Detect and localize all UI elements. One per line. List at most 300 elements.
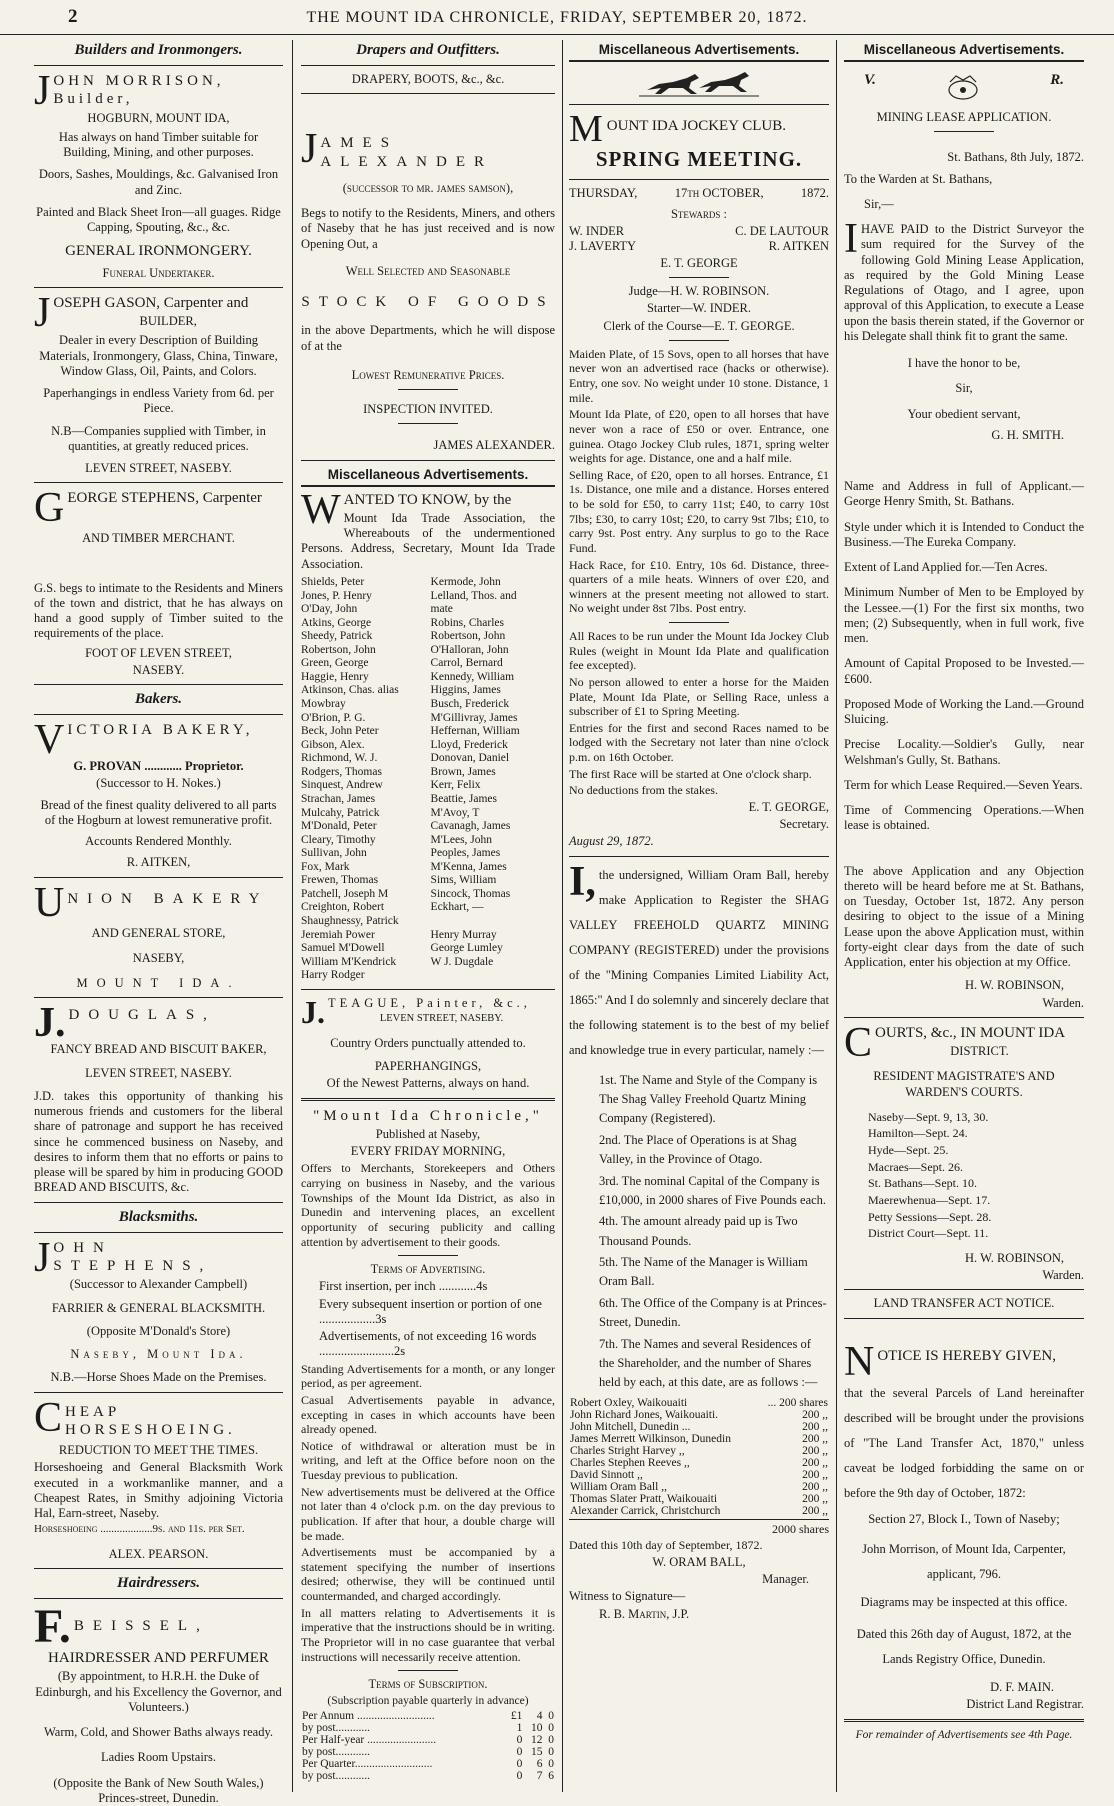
divider — [34, 997, 283, 998]
table-cell: 0 — [516, 1758, 523, 1771]
missing-person-name: M'Gillivray, James — [430, 711, 518, 724]
table-cell: Per Annum ........................... — [302, 1710, 435, 1723]
shareholders-table — [569, 1397, 829, 1517]
subscription-table — [301, 1710, 555, 1782]
ad-text: DISTRICT. — [950, 1044, 1009, 1059]
missing-person-name: Shields, Peter — [301, 575, 365, 588]
drop-cap: C — [844, 1019, 873, 1066]
meeting-date: 17th OCTOBER, — [674, 185, 764, 200]
ad-text: Precise Locality.—Soldier's Gully, near Welshman's Gully, St. Bathans. — [844, 737, 1084, 767]
ad-douglas — [34, 1000, 283, 1195]
shareholder-row — [569, 1469, 829, 1481]
table-cell: 6 — [536, 1758, 543, 1771]
missing-person-name: Cleary, Timothy — [301, 833, 376, 846]
ad-text: Warm, Cold, and Shower Baths always ready. — [43, 1725, 274, 1740]
ad-text: Of the Newest Patterns, always on hand. — [326, 1076, 530, 1091]
ad-text: LEVEN STREET, NASEBY. — [85, 1065, 232, 1080]
missing-person-name: Robertson, John — [430, 630, 506, 643]
section-heading-misc: Miscellaneous Advertisements. — [844, 42, 1084, 62]
ad-text: Mount Ida Trade Association, the Whereabouts of the undermentioned Persons. Address, Secretary, Mount Ida Trade Association. — [301, 510, 555, 571]
missing-person-name: O'Day, John — [301, 603, 358, 616]
ad-text: Horseshoeing and General Blacksmith Work executed in a workmanlike manner, and a Cheapest Rates, in Smithy adjoining Victoria Hal, Earn-street, Naseby. — [34, 1460, 283, 1521]
steward-name: J. LAVERTY — [569, 238, 637, 253]
ad-text: Offers to Merchants, Storekeepers and Others carrying on business in Naseby, and the various Townships of the Mount Ida District, as also in Dunedin and intervening places, an excellent opportunity of securing publicity and calling attention by advertisement to their goods. — [301, 1161, 555, 1249]
missing-person-name: M'Donald, Peter — [301, 820, 377, 833]
drop-cap: J — [301, 126, 318, 173]
missing-person-name: Atkins, George — [301, 616, 372, 629]
missing-person-name: Robertson, John — [301, 643, 376, 656]
missing-person-name: Mulcahy, Patrick — [301, 806, 380, 819]
table-cell: 0 — [548, 1746, 554, 1759]
divider — [301, 989, 555, 990]
table-cell: 15 — [530, 1746, 543, 1759]
missing-person-name: Fox, Mark — [301, 860, 350, 873]
royal-crest-icon — [938, 72, 988, 102]
ad-text: Horseshoeing ...................9s. and 11s. per Set. — [34, 1523, 245, 1536]
ad-name: OUNT IDA JOCKEY CLUB. — [606, 118, 786, 134]
ad-text: Name and Address in full of Applicant.—George Henry Smith, St. Bathans. — [844, 479, 1084, 509]
missing-person-name: Sheedy, Patrick — [301, 630, 373, 643]
table-cell: 10 — [530, 1722, 543, 1735]
divider — [34, 1202, 283, 1203]
ad-text: (Subscription payable quarterly in advance) — [327, 1695, 529, 1708]
ad-beissel — [34, 1600, 283, 1806]
missing-person-name: Sincock, Thomas — [430, 887, 511, 900]
ad-signature: W. ORAM BALL, — [652, 1554, 746, 1569]
ad-text: Notice of withdrawal or alteration must be in writing, and left at the Office before noon on the Tuesday previous to publication. — [301, 1438, 555, 1483]
shareholder-row — [569, 1397, 829, 1409]
ad-text: New advertisements must be delivered at the Office not later than 4 o'clock p.m. on the day previous to publication. If after that hour, a double charge will be made. — [301, 1484, 555, 1543]
court-dates-list — [844, 1110, 1084, 1241]
missing-person-name: Heffernan, William — [430, 725, 520, 738]
cipher-letter: R. — [1050, 72, 1064, 88]
subscription-row — [301, 1770, 555, 1782]
ad-text: To the Warden at St. Bathans, — [844, 171, 993, 186]
ad-text: Lowest Remunerative Prices. — [351, 367, 505, 382]
ad-text: Sir,— — [864, 196, 894, 211]
divider — [398, 423, 458, 424]
ad-text: Sir, — [955, 381, 973, 396]
shareholder-row — [569, 1433, 829, 1445]
divider — [844, 1017, 1084, 1018]
divider — [301, 65, 555, 66]
newspaper-title: THE MOUNT IDA CHRONICLE, FRIDAY, SEPTEMBER 20, 1872. — [306, 9, 808, 26]
missing-person-name: Beck, John Peter — [301, 725, 379, 738]
ad-text: Well Selected and Seasonable — [345, 263, 511, 278]
table-cell: Per Quarter........................... — [302, 1758, 433, 1771]
ad-text: FOOT OF LEVEN STREET, — [85, 645, 232, 660]
missing-person-name: Beattie, James — [430, 792, 497, 805]
ad-text: AND TIMBER MERCHANT. — [82, 531, 235, 546]
court-date: Petty Sessions—Sept. 28. — [868, 1209, 992, 1224]
statement-item: 4th. The amount already paid up is Two Thousand Pounds. — [599, 1214, 798, 1248]
divider — [301, 460, 555, 461]
table-cell: 0 — [548, 1710, 554, 1723]
missing-person-name: M'Lees, John — [430, 833, 493, 846]
cipher-letter: V. — [864, 72, 876, 88]
table-cell: 7 — [536, 1770, 543, 1783]
table-cell: by post............ — [302, 1746, 371, 1759]
names-list-right — [431, 576, 555, 983]
ad-text: Time of Commencing Operations.—When lease is obtained. — [844, 803, 1084, 833]
table-cell: ... 200 shares — [767, 1396, 828, 1409]
ad-union-bakery — [34, 879, 283, 992]
shareholder-row — [569, 1505, 829, 1517]
ad-text: Doors, Sashes, Mouldings, &c. Galvanised Iron and Zinc. — [38, 167, 279, 197]
royal-cipher — [844, 66, 1084, 102]
ad-text: in the above Departments, which he will dispose of at the — [301, 323, 555, 353]
ad-text: Style under which it is Intended to Conduct the Business.—The Eureka Company. — [844, 519, 1084, 549]
ad-text: Accounts Rendered Monthly. — [85, 834, 232, 849]
ad-text: J.D. takes this opportunity of thanking his numerous friends and customers for the liberal share of patronage and support he has received since he commenced business on Naseby, and desires to inform them that no efforts or pains to please will be spared by him in producing GOOD BREAD AND BISCUITS, &c. — [34, 1088, 283, 1195]
subscription-row — [301, 1734, 555, 1746]
table-cell: 200 ,, — [802, 1492, 828, 1505]
missing-person-name: Gibson, Alex. — [301, 738, 365, 751]
ad-text: FARRIER & GENERAL BLACKSMITH. — [51, 1300, 266, 1315]
table-cell: 200 ,, — [802, 1408, 828, 1421]
ad-text: Standing Advertisements for a month, or any longer period, as per agreement. — [301, 1361, 555, 1391]
missing-person-name: George Lumley — [430, 942, 503, 955]
ad-teague — [301, 993, 555, 1092]
missing-person-name: Atkinson, Chas. alias — [301, 684, 399, 697]
divider — [569, 104, 829, 105]
ad-text: Extent of Land Applied for.—Ten Acres. — [844, 560, 1048, 574]
table-cell: 0 — [548, 1758, 554, 1771]
drop-cap: C — [34, 1394, 63, 1441]
ad-name: TEAGUE, Painter, &c., — [328, 995, 531, 1010]
missing-person-name: Donovan, Daniel — [430, 752, 510, 765]
ad-signature: Manager. — [762, 1572, 809, 1587]
ad-james-alexander — [301, 126, 555, 453]
divider — [34, 714, 283, 715]
table-cell: 4 — [536, 1710, 543, 1723]
drop-cap: I, — [569, 858, 596, 905]
missing-person-name: Henry Murray — [430, 928, 497, 941]
ad-name: HEAP HORSESHOEING. — [65, 1403, 236, 1438]
ad-name: OHN STEPHENS, — [53, 1239, 213, 1274]
table-cell: 200 ,, — [802, 1444, 828, 1457]
table-cell: Thomas Slater Pratt, Waikouaiti — [570, 1492, 718, 1505]
ad-signature: D. F. MAIN. — [990, 1680, 1054, 1695]
drop-cap: J — [34, 1234, 51, 1281]
ad-text: Paperhangings in endless Variety from 6d. per Piece. — [43, 386, 274, 416]
ad-signature: H. W. ROBINSON, — [965, 978, 1064, 993]
table-cell: Alexander Carrick, Christchurch — [570, 1504, 721, 1517]
ad-signature: Secretary. — [779, 817, 829, 832]
divider — [34, 1598, 283, 1599]
ad-george-stephens — [34, 485, 283, 678]
drop-cap: J. — [34, 1000, 66, 1047]
ad-text: N.B.—Horse Shoes Made on the Premises. — [50, 1370, 267, 1385]
ad-text: Diagrams may be inspected at this office. — [860, 1594, 1068, 1609]
divider — [569, 179, 829, 180]
missing-person-name: Peoples, James — [430, 847, 501, 860]
court-date: Naseby—Sept. 9, 13, 30. — [868, 1109, 989, 1124]
ad-text: Bread of the finest quality delivered to all parts of the Hogburn at lowest remunerative profit. — [40, 797, 277, 827]
meeting-day: THURSDAY, — [569, 185, 638, 200]
continued-note: For remainder of Advertisements see 4th Page. — [855, 1728, 1073, 1741]
ad-signature: District Land Registrar. — [966, 1697, 1084, 1712]
ad-text: Entries for the first and second Races named to be lodged with the Secretary not later than nine o'clock p.m. on 16th October. — [569, 720, 829, 765]
ad-text: Dealer in every Description of Building Materials, Ironmongery, Glass, China, Tinware, Window Glass, Oil, Paints, and Colors. — [39, 333, 278, 378]
drop-cap: I — [844, 216, 858, 262]
ad-text: Has always on hand Timber suitable for Building, Mining, and other purposes. — [58, 129, 259, 160]
missing-person-name: Harry Rodger — [301, 969, 365, 982]
missing-person-name: Cavanagh, James — [430, 820, 511, 833]
divider — [34, 1568, 283, 1569]
ad-text: John Morrison, of Mount Ida, Carpenter, applicant, 796. — [862, 1541, 1066, 1581]
ad-jockey-club — [569, 108, 829, 850]
ad-text: Advertisements, of not exceeding 16 words ........................2s — [319, 1329, 537, 1359]
subscription-row — [301, 1746, 555, 1758]
divider — [844, 1318, 1084, 1319]
missing-person-name: Haggie, Henry — [301, 670, 369, 683]
ad-text: (Successor to Alexander Campbell) — [69, 1277, 248, 1292]
subscription-row — [301, 1722, 555, 1734]
section-heading-builders: Builders and Ironmongers. — [74, 42, 243, 58]
ad-text: Minimum Number of Men to be Employed by the Lessee.—(1) For the first six months, two men; (2) Subsequently, when in full work, five men. — [844, 585, 1084, 645]
column-4 — [840, 40, 1088, 1792]
ad-text: Naseby, Mount Ida. — [70, 1347, 247, 1362]
meeting-year: 1872. — [800, 185, 829, 200]
divider — [34, 482, 283, 483]
ad-text: DRAPERY, BOOTS, &c., &c. — [351, 72, 505, 86]
statement-item: 2nd. The Place of Operations is at Shag Valley, in the Province of Otago. — [599, 1132, 797, 1167]
ad-text: LEVEN STREET, NASEBY. — [379, 1013, 504, 1025]
section-heading-misc: Miscellaneous Advertisements. — [301, 467, 555, 487]
ad-text: Terms of Subscription. — [368, 1677, 488, 1692]
subscription-row — [301, 1758, 555, 1770]
section-heading-bakers: Bakers. — [134, 691, 183, 708]
ad-text: EVERY FRIDAY MORNING, — [350, 1144, 506, 1159]
ad-title: SPRING MEETING. — [595, 147, 803, 171]
missing-person-name: Busch, Frederick — [430, 698, 510, 710]
ad-text: Painted and Black Sheet Iron—all guages. Ridge Capping, Spouting, &c., &c. — [36, 204, 281, 235]
ad-signature: G. H. SMITH. — [991, 427, 1064, 442]
shareholder-row — [569, 1445, 829, 1457]
drop-cap: J. — [301, 993, 325, 1030]
ad-text: REDUCTION TO MEET THE TIMES. — [58, 1443, 259, 1458]
ad-text: Amount of Capital Proposed to be Invested.—£600. — [844, 656, 1084, 686]
court-date: District Court—Sept. 11. — [868, 1226, 989, 1241]
missing-person-name: Lloyd, Frederick — [430, 738, 508, 751]
ad-chronicle — [301, 1107, 555, 1783]
ad-text: N.B—Companies supplied with Timber, in quantities, at greatly reduced prices. — [51, 423, 266, 453]
ad-text: (Opposite the Bank of New South Wales,) Princes-street, Dunedin. — [53, 1775, 264, 1805]
steward-name: R. AITKEN — [768, 238, 829, 253]
court-date: Hamilton—Sept. 24. — [868, 1126, 968, 1141]
table-cell: by post............ — [302, 1722, 371, 1735]
ad-text: The above Application and any Objection thereto will be heard before me at St. Bathans, on Tuesday, October 1st, 1872. Any person desiring to object to the issue of a Mining Lease upon the above Application must, within forty-eight clear days from the date of such Application, enter his objection at my Office. — [844, 863, 1084, 969]
ad-text: Published at Naseby, — [375, 1126, 481, 1141]
table-cell: by post............ — [302, 1770, 371, 1783]
ad-name: ANTED TO KNOW, by the — [343, 491, 512, 508]
drop-cap: W — [301, 486, 341, 533]
missing-person-name: Sinquest, Andrew — [301, 779, 383, 792]
missing-person-name: Mowbray — [301, 698, 346, 710]
subscription-row — [301, 1710, 555, 1722]
divider — [34, 65, 283, 66]
ad-text: LEVEN STREET, NASEBY. — [85, 461, 232, 476]
missing-person-name: Shaughnessy, Patrick — [301, 915, 399, 927]
shares-total: 2000 shares — [569, 1519, 829, 1537]
table-cell: John Richard Jones, Waikouaiti. — [570, 1408, 719, 1421]
section-heading-blacksmiths: Blacksmiths. — [118, 1208, 199, 1225]
ad-signature: E. T. GEORGE, — [748, 799, 829, 814]
divider — [34, 1232, 283, 1233]
table-cell: 1 — [516, 1722, 523, 1735]
drop-cap: M — [569, 108, 603, 150]
table-cell: 200 ,, — [802, 1504, 828, 1517]
ad-text: Section 27, Block I., Town of Naseby; — [868, 1511, 1060, 1526]
ad-gason — [34, 289, 283, 477]
ad-text: Dated this 26th day of August, 1872, at the Lands Registry Office, Dunedin. — [856, 1627, 1072, 1667]
missing-person-name: Strachan, James — [301, 792, 376, 805]
ad-text: NASEBY, — [132, 950, 185, 965]
missing-person-name: mate — [430, 603, 453, 616]
divider — [301, 1098, 555, 1101]
ad-text: INSPECTION INVITED. — [363, 402, 493, 417]
missing-person-name: Green, George — [301, 657, 369, 670]
missing-person-name: Jones, P. Henry — [301, 589, 372, 602]
divider — [398, 389, 458, 390]
missing-person-name: Rodgers, Thomas — [301, 765, 382, 778]
ad-text: (Opposite M'Donald's Store) — [86, 1323, 231, 1338]
ad-text: STOCK OF GOODS — [301, 294, 555, 311]
missing-person-name: Samuel M'Dowell — [301, 942, 385, 955]
divider — [669, 277, 729, 278]
missing-person-name: Creighton, Robert — [301, 901, 385, 914]
divider — [34, 287, 283, 288]
missing-person-name: Richmond, W. J. — [301, 752, 378, 765]
section-heading-misc: Miscellaneous Advertisements. — [569, 42, 829, 62]
statement-item: 5th. The Name of the Manager is William Oram Ball. — [599, 1255, 808, 1289]
section-heading-hairdressers: Hairdressers. — [117, 1575, 200, 1592]
ad-name: AMES ALEXANDER — [320, 135, 494, 170]
column-rule — [836, 40, 837, 1792]
drop-cap: F. — [34, 1600, 71, 1654]
ad-text: FANCY BREAD AND BISCUIT BAKER, — [50, 1042, 267, 1057]
missing-person-name: Brown, James — [430, 765, 496, 778]
ad-text: ALEX. PEARSON. — [108, 1546, 209, 1561]
ad-text: (Successor to H. Nokes.) — [96, 776, 221, 791]
table-cell: 0 — [516, 1770, 523, 1783]
ad-text: Terms of Advertising. — [370, 1262, 486, 1277]
ad-morrison — [34, 68, 283, 281]
missing-person-name: Higgins, James — [430, 684, 501, 697]
steward-name: C. DE LAUTOUR — [735, 223, 829, 238]
missing-person-name: M'Kenna, James — [430, 860, 507, 873]
table-cell: William Oram Ball ,, — [570, 1480, 667, 1493]
ad-text: Advertisements must be accompanied by a statement specifying the number of insertions desired; otherwise, they will be continued until countermanded, and charged accordingly. — [301, 1545, 555, 1604]
divider — [569, 856, 829, 857]
column-3 — [565, 40, 833, 1792]
ad-text: All Races to be run under the Mount Ida Jockey Club Rules (weight in Mount Ida Plate and qualification fee excepted). — [569, 629, 829, 673]
table-cell: 200 ,, — [802, 1480, 828, 1493]
ad-text: Casual Advertisements payable in advance, excepting in cases in which accounts have been already opened. — [301, 1392, 555, 1437]
drop-cap: V — [34, 717, 65, 764]
table-cell: 12 — [530, 1734, 543, 1747]
ad-title: MINING LEASE APPLICATION. — [876, 110, 1052, 124]
missing-person-name: Kermode, John — [430, 575, 501, 588]
ad-signature: Warden. — [1042, 1268, 1084, 1283]
ad-text: PAPERHANGINGS, — [374, 1059, 482, 1074]
divider — [669, 340, 729, 341]
names-list-left — [301, 576, 425, 983]
table-cell: 0 — [548, 1734, 554, 1747]
divider — [844, 1719, 1084, 1722]
ad-text: No person allowed to enter a horse for the Maiden Plate, Mount Ida Plate, or Selling Race, unless a subscriber of £1 to Spring Meeting. — [569, 674, 829, 719]
race-text: Hack Race, for £10. Entry, 10s 6d. Distance, three-quarters of a mile heats. Winners of over £20, and winners at the present meeting not allowed to start. No weight under 8st 7lbs. Post entry. — [569, 557, 829, 616]
ad-signature: Warden. — [1042, 995, 1084, 1010]
ad-name: OHN MORRISON, Builder, — [53, 73, 225, 108]
ad-name: DOUGLAS, — [68, 1007, 216, 1024]
ad-name: EORGE STEPHENS, Carpenter — [67, 490, 262, 507]
ad-text: Starter—W. INDER. — [646, 301, 752, 316]
ad-text: Judge—H. W. ROBINSON. — [628, 284, 770, 299]
ad-address: HOGBURN, MOUNT IDA, — [87, 110, 230, 125]
ad-cheap-horseshoeing — [34, 1394, 283, 1563]
table-cell: £1 — [510, 1710, 523, 1723]
ad-title: LAND TRANSFER ACT NOTICE. — [873, 1296, 1055, 1311]
ad-text: Clerk of the Course—E. T. GEORGE. — [603, 318, 795, 333]
statement-item: 1st. The Name and Style of the Company is The Shag Valley Freehold Quartz Mining Company (Registered). — [599, 1072, 818, 1126]
shareholder-row — [569, 1457, 829, 1469]
statement-item: 6th. The Office of the Company is at Princes-Street, Dunedin. — [599, 1295, 827, 1330]
ad-text: No deductions from the stakes. — [569, 783, 718, 798]
ad-text: Proposed Mode of Working the Land.—Ground Sluicing. — [844, 696, 1084, 726]
ad-text: Witness to Signature— — [569, 1589, 686, 1604]
ad-date: August 29, 1872. — [569, 834, 654, 849]
ad-text: JAMES ALEXANDER. — [433, 438, 555, 453]
missing-person-name: Eckhart, — — [430, 901, 484, 914]
table-cell: Charles Stright Harvey ,, — [570, 1444, 685, 1457]
missing-person-name: W J. Dugdale — [430, 955, 494, 968]
missing-person-name: O'Brion, P. G. — [301, 711, 366, 724]
missing-person-name: O'Halloran, John — [430, 643, 509, 656]
table-cell: 200 ,, — [802, 1432, 828, 1445]
table-cell: John Mitchell, Dunedin ... — [570, 1420, 691, 1433]
ad-signature: H. W. ROBINSON, — [965, 1250, 1064, 1265]
missing-person-name: Jeremiah Power — [301, 928, 375, 941]
drop-cap: J — [34, 289, 51, 336]
divider — [934, 131, 994, 132]
table-cell: Charles Stephen Reeves ,, — [570, 1456, 690, 1469]
divider — [669, 622, 729, 623]
ad-wanted-to-know — [301, 486, 555, 983]
ad-date: St. Bathans, 8th July, 1872. — [947, 150, 1084, 165]
ad-text: (By appointment, to H.R.H. the Duke of Edinburgh, and his Excellency the Governor, and Volunteers.) — [35, 1669, 282, 1714]
ad-text: Your obedient servant, — [907, 406, 1021, 421]
divider — [34, 684, 283, 685]
ad-text: Country Orders punctually attended to. — [330, 1035, 526, 1050]
table-cell: Per Half-year ........................ — [302, 1734, 437, 1747]
ad-text: G. PROVAN ............ Proprietor. — [73, 759, 244, 774]
ad-text: the undersigned, William Oram Ball, hereby make Application to Register the SHAG VALLEY FREEHOLD QUARTZ MINING COMPANY (REGISTERED) under the provisions of the "Mining Companies Limited Liability Act, 1865:" And I do solemnly and sincerely declare that the following statement is to the best of my belief and knowledge true in every particular, namely :— — [569, 867, 829, 1057]
ad-text: In all matters relating to Advertisements it is imperative that the instructions should be in writing. The Proprietor will in no case guarantee that verbal instructions will necessarily receive attention. — [301, 1605, 555, 1664]
ad-mining-lease — [844, 150, 1084, 1011]
missing-person-name: Frewen, Thomas — [301, 874, 379, 887]
ad-text: NASEBY. — [132, 662, 185, 677]
divider — [34, 1392, 283, 1393]
table-cell: James Merrett Wilkinson, Dunedin — [570, 1432, 731, 1445]
table-cell: Robert Oxley, Waikouaiti — [570, 1396, 688, 1409]
ad-text: BUILDER, — [139, 314, 197, 329]
ad-text: MOUNT IDA. — [76, 976, 241, 991]
ad-victoria-bakery — [34, 717, 283, 871]
ad-date: Dated this 10th day of September, 1872. — [569, 1538, 763, 1553]
ad-text: Begs to notify to the Residents, Miners, and others of Naseby that he has just received and is now Opening Out, a — [301, 206, 555, 251]
